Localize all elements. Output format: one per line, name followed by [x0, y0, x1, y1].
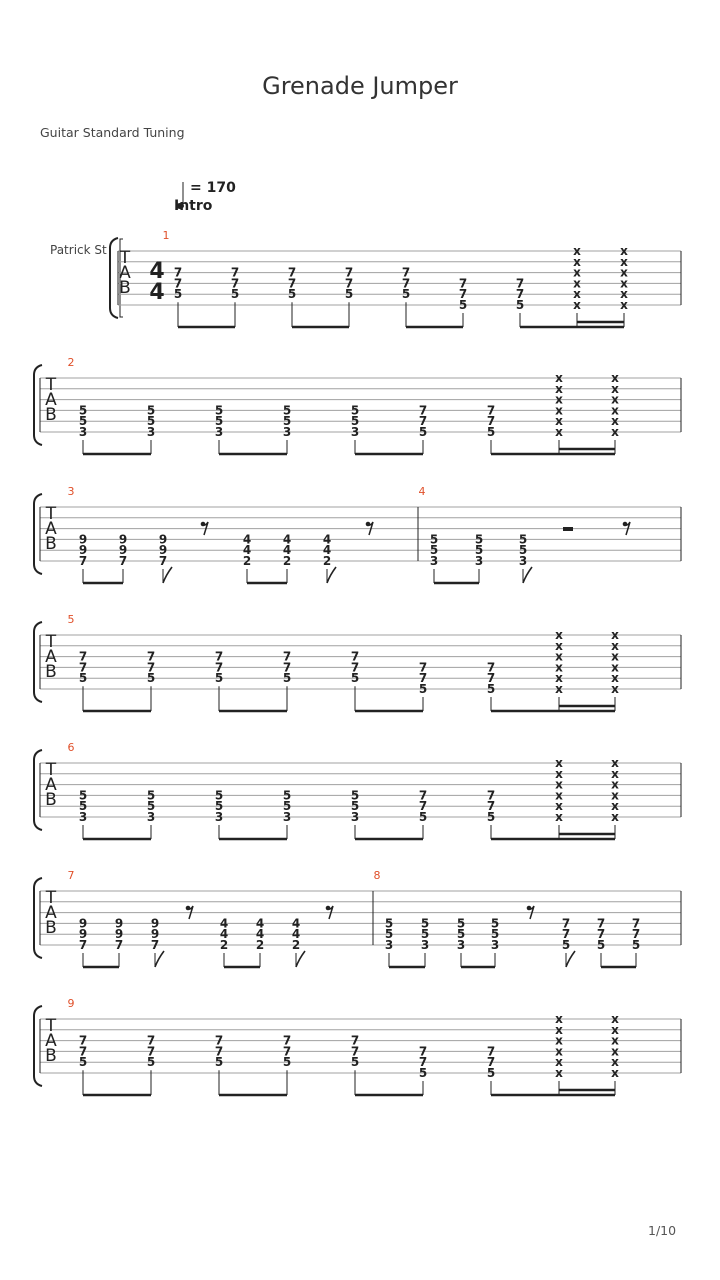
page-number: 1/10: [648, 1223, 677, 1238]
fret-number: 4: [322, 532, 332, 547]
fret-number: 5: [214, 671, 224, 686]
dead-note: x: [620, 276, 628, 291]
tab-clef-letter: A: [45, 390, 57, 410]
dead-note: x: [620, 244, 628, 258]
fret-number: 7: [418, 671, 428, 686]
dead-note: x: [555, 403, 563, 418]
dead-note: x: [611, 671, 619, 686]
fret-number: 4: [291, 927, 301, 942]
tab-clef-letter: B: [45, 1046, 57, 1066]
system-bracket: [34, 878, 42, 958]
fret-number: 7: [486, 403, 496, 418]
dead-note: x: [611, 403, 619, 418]
fret-number: 5: [384, 916, 394, 931]
tab-clef-letter: A: [45, 1031, 57, 1051]
fret-number: 7: [561, 927, 571, 942]
dead-note: x: [611, 628, 619, 642]
fret-number: 5: [282, 414, 292, 429]
fret-number: 9: [150, 916, 160, 931]
fret-number: 5: [429, 543, 439, 558]
fret-number: 5: [78, 1055, 88, 1070]
fret-number: 5: [561, 938, 571, 952]
fret-number: 5: [596, 938, 606, 952]
fret-number: 3: [350, 425, 360, 439]
fret-number: 3: [490, 938, 500, 952]
measure-number: 3: [67, 485, 75, 498]
fret-number: 7: [515, 276, 525, 291]
fret-number: 5: [344, 287, 354, 302]
tab-clef-letter: A: [119, 263, 131, 283]
dead-note: x: [611, 1022, 619, 1037]
dead-note: x: [555, 1044, 563, 1059]
fret-number: 7: [486, 1044, 496, 1059]
fret-number: 7: [146, 649, 156, 664]
fret-number: 7: [214, 1033, 224, 1048]
fret-number: 7: [344, 265, 354, 280]
fret-number: 5: [486, 810, 496, 824]
fret-number: 7: [596, 916, 606, 931]
system-bracket: [110, 238, 118, 318]
fret-number: 3: [350, 810, 360, 824]
tab-clef-letter: B: [45, 790, 57, 810]
fret-number: 4: [219, 927, 229, 942]
dead-note: x: [611, 638, 619, 653]
dead-note: x: [611, 425, 619, 439]
fret-number: 5: [456, 916, 466, 931]
note-flag: [327, 567, 336, 583]
fret-number: 5: [146, 671, 156, 686]
fret-number: 9: [118, 532, 128, 547]
system-bracket: [34, 1006, 42, 1086]
fret-number: 5: [418, 810, 428, 824]
fret-number: 3: [282, 425, 292, 439]
fret-number: 3: [78, 425, 88, 439]
fret-number: 7: [282, 660, 292, 675]
fret-number: 5: [401, 287, 411, 302]
measure-number: 9: [67, 997, 75, 1010]
fret-number: 7: [158, 554, 168, 568]
dead-note: x: [555, 414, 563, 429]
dead-note: x: [573, 298, 581, 312]
song-title: Grenade Jumper: [262, 72, 458, 100]
track-name: Patrick St: [50, 243, 107, 257]
fret-number: 7: [486, 1055, 496, 1070]
measure-number: 8: [373, 869, 381, 882]
fret-number: 5: [490, 916, 500, 931]
fret-number: 7: [287, 265, 297, 280]
section-marker: Intro: [174, 198, 213, 214]
fret-number: 7: [230, 265, 240, 280]
fret-number: 2: [219, 938, 229, 952]
fret-number: 7: [230, 276, 240, 291]
fret-number: 3: [456, 938, 466, 952]
dead-note: x: [611, 1044, 619, 1059]
tab-clef-letter: T: [45, 888, 57, 908]
tab-clef-letter: T: [45, 375, 57, 395]
fret-number: 7: [287, 276, 297, 291]
fret-number: 7: [118, 554, 128, 568]
fret-number: 7: [173, 276, 183, 291]
dead-note: x: [611, 414, 619, 429]
fret-number: 4: [242, 532, 252, 547]
fret-number: 9: [78, 543, 88, 558]
fret-number: 7: [146, 1044, 156, 1059]
fret-number: 4: [282, 543, 292, 558]
dead-note: x: [555, 1022, 563, 1037]
system-bracket: [34, 750, 42, 830]
fret-number: 7: [458, 287, 468, 302]
tempo-marking: = 170: [190, 180, 236, 196]
fret-number: 4: [255, 927, 265, 942]
fret-number: 3: [214, 810, 224, 824]
fret-number: 5: [518, 532, 528, 547]
measure-number: 4: [418, 485, 426, 498]
dead-note: x: [555, 381, 563, 396]
fret-number: 9: [78, 532, 88, 547]
fret-number: 7: [418, 403, 428, 418]
fret-number: 5: [418, 425, 428, 439]
fret-number: 5: [515, 298, 525, 312]
fret-number: 7: [173, 265, 183, 280]
fret-number: 7: [78, 660, 88, 675]
dead-note: x: [555, 425, 563, 439]
dead-note: x: [611, 1066, 619, 1080]
fret-number: 4: [219, 916, 229, 931]
fret-number: 7: [458, 276, 468, 291]
fret-number: 2: [291, 938, 301, 952]
dead-note: x: [555, 371, 563, 385]
fret-number: 7: [350, 1033, 360, 1048]
note-flag: [155, 951, 164, 967]
tuning-label: Guitar Standard Tuning: [40, 125, 185, 140]
tab-clef-letter: B: [45, 405, 57, 425]
fret-number: 5: [486, 682, 496, 696]
fret-number: 3: [78, 810, 88, 824]
fret-number: 7: [486, 414, 496, 429]
dead-note: x: [555, 638, 563, 653]
fret-number: 5: [282, 671, 292, 686]
dead-note: x: [611, 799, 619, 814]
fret-number: 7: [282, 1044, 292, 1059]
fret-number: 7: [486, 788, 496, 803]
dead-note: x: [555, 1066, 563, 1080]
dead-note: x: [611, 788, 619, 803]
fret-number: 5: [78, 788, 88, 803]
fret-number: 3: [420, 938, 430, 952]
fret-number: 7: [418, 414, 428, 429]
fret-number: 9: [78, 927, 88, 942]
fret-number: 7: [78, 554, 88, 568]
fret-number: 3: [214, 425, 224, 439]
fret-number: 3: [146, 810, 156, 824]
note-flag: [566, 951, 575, 967]
fret-number: 5: [518, 543, 528, 558]
dead-note: x: [555, 810, 563, 824]
fret-number: 5: [486, 425, 496, 439]
dead-note: x: [555, 788, 563, 803]
dead-note: x: [555, 777, 563, 792]
fret-number: 5: [214, 799, 224, 814]
fret-number: 3: [384, 938, 394, 952]
tab-clef-letter: A: [45, 519, 57, 539]
dead-note: x: [611, 766, 619, 781]
fret-number: 7: [214, 660, 224, 675]
dead-note: x: [555, 756, 563, 770]
dead-note: x: [555, 1012, 563, 1026]
fret-number: 5: [456, 927, 466, 942]
fret-number: 9: [118, 543, 128, 558]
fret-number: 7: [631, 927, 641, 942]
note-flag: [296, 951, 305, 967]
system-bracket: [34, 365, 42, 445]
measure-number: 5: [67, 613, 75, 626]
fret-number: 5: [78, 799, 88, 814]
dead-note: x: [555, 799, 563, 814]
fret-number: 7: [146, 660, 156, 675]
fret-number: 9: [114, 927, 124, 942]
fret-number: 7: [561, 916, 571, 931]
dead-note: x: [573, 265, 581, 280]
fret-number: 7: [486, 660, 496, 675]
fret-number: 5: [146, 414, 156, 429]
time-signature-bottom: 4: [149, 280, 165, 305]
dead-note: x: [611, 1033, 619, 1048]
tab-clef-letter: B: [45, 534, 57, 554]
fret-number: 5: [420, 927, 430, 942]
tab-clef-letter: T: [45, 760, 57, 780]
fret-number: 5: [78, 671, 88, 686]
fret-number: 7: [150, 938, 160, 952]
fret-number: 7: [350, 1044, 360, 1059]
dead-note: x: [620, 265, 628, 280]
fret-number: 7: [114, 938, 124, 952]
fret-number: 9: [150, 927, 160, 942]
dead-note: x: [555, 671, 563, 686]
measure-number: 2: [67, 356, 75, 369]
tab-clef-letter: T: [45, 504, 57, 524]
fret-number: 4: [255, 916, 265, 931]
fret-number: 5: [418, 682, 428, 696]
fret-number: 4: [242, 543, 252, 558]
fret-number: 7: [350, 649, 360, 664]
dead-note: x: [573, 244, 581, 258]
dead-note: x: [611, 810, 619, 824]
fret-number: 3: [429, 554, 439, 568]
fret-number: 5: [146, 1055, 156, 1070]
fret-number: 2: [255, 938, 265, 952]
fret-number: 5: [146, 788, 156, 803]
dead-note: x: [555, 628, 563, 642]
fret-number: 5: [350, 414, 360, 429]
measure-number: 7: [67, 869, 75, 882]
fret-number: 5: [78, 403, 88, 418]
fret-number: 7: [401, 276, 411, 291]
tab-clef-letter: B: [45, 662, 57, 682]
fret-number: 7: [78, 938, 88, 952]
dead-note: x: [611, 777, 619, 792]
fret-number: 2: [322, 554, 332, 568]
fret-number: 5: [474, 532, 484, 547]
fret-number: 5: [214, 414, 224, 429]
time-signature-top: 4: [149, 259, 165, 284]
fret-number: 5: [214, 1055, 224, 1070]
fret-number: 4: [291, 916, 301, 931]
fret-number: 3: [146, 425, 156, 439]
fret-number: 5: [490, 927, 500, 942]
fret-number: 7: [418, 799, 428, 814]
tab-clef-letter: B: [119, 278, 131, 298]
dead-note: x: [611, 756, 619, 770]
fret-number: 5: [458, 298, 468, 312]
fret-number: 5: [214, 403, 224, 418]
fret-number: 7: [401, 265, 411, 280]
fret-number: 5: [282, 1055, 292, 1070]
fret-number: 5: [384, 927, 394, 942]
fret-number: 5: [418, 1066, 428, 1080]
fret-number: 7: [486, 671, 496, 686]
dead-note: x: [555, 1055, 563, 1070]
note-flag: [163, 567, 172, 583]
fret-number: 9: [158, 543, 168, 558]
fret-number: 7: [418, 1044, 428, 1059]
dead-note: x: [620, 298, 628, 312]
fret-number: 5: [146, 403, 156, 418]
system-bracket: [34, 494, 42, 574]
fret-number: 2: [242, 554, 252, 568]
fret-number: 9: [78, 916, 88, 931]
fret-number: 5: [350, 403, 360, 418]
measure-number: 1: [162, 229, 170, 242]
measure-number: 6: [67, 741, 75, 754]
fret-number: 5: [474, 543, 484, 558]
dead-note: x: [611, 1055, 619, 1070]
fret-number: 5: [486, 1066, 496, 1080]
fret-number: 7: [78, 1033, 88, 1048]
tab-clef-letter: A: [45, 775, 57, 795]
dead-note: x: [555, 649, 563, 664]
fret-number: 5: [429, 532, 439, 547]
fret-number: 5: [230, 287, 240, 302]
tab-clef-letter: A: [45, 647, 57, 667]
fret-number: 7: [418, 1055, 428, 1070]
dead-note: x: [611, 649, 619, 664]
fret-number: 7: [486, 799, 496, 814]
note-flag: [523, 567, 532, 583]
dead-note: x: [611, 381, 619, 396]
fret-number: 5: [78, 414, 88, 429]
fret-number: 7: [146, 1033, 156, 1048]
system-bracket: [34, 622, 42, 702]
fret-number: 5: [350, 788, 360, 803]
dead-note: x: [555, 1033, 563, 1048]
tab-clef-letter: B: [45, 918, 57, 938]
fret-number: 7: [282, 1033, 292, 1048]
fret-number: 3: [518, 554, 528, 568]
fret-number: 4: [282, 532, 292, 547]
dead-note: x: [573, 276, 581, 291]
fret-number: 7: [282, 649, 292, 664]
tab-clef-letter: T: [45, 632, 57, 652]
dead-note: x: [620, 287, 628, 302]
fret-number: 7: [418, 788, 428, 803]
fret-number: 5: [350, 799, 360, 814]
fret-number: 3: [282, 810, 292, 824]
fret-number: 7: [596, 927, 606, 942]
fret-number: 5: [350, 671, 360, 686]
fret-number: 7: [515, 287, 525, 302]
fret-number: 5: [350, 1055, 360, 1070]
fret-number: 2: [282, 554, 292, 568]
dead-note: x: [555, 766, 563, 781]
fret-number: 3: [474, 554, 484, 568]
fret-number: 5: [631, 938, 641, 952]
fret-number: 5: [282, 788, 292, 803]
fret-number: 7: [418, 660, 428, 675]
dead-note: x: [555, 660, 563, 675]
fret-number: 5: [282, 799, 292, 814]
dead-note: x: [573, 254, 581, 269]
fret-number: 5: [214, 788, 224, 803]
fret-number: 7: [344, 276, 354, 291]
tab-clef-letter: T: [119, 248, 131, 268]
dead-note: x: [555, 682, 563, 696]
fret-number: 5: [420, 916, 430, 931]
half-rest-icon: [563, 527, 573, 531]
tab-clef-letter: A: [45, 903, 57, 923]
fret-number: 4: [322, 543, 332, 558]
fret-number: 5: [146, 799, 156, 814]
fret-number: 9: [114, 916, 124, 931]
fret-number: 7: [78, 1044, 88, 1059]
fret-number: 7: [214, 649, 224, 664]
dead-note: x: [611, 660, 619, 675]
fret-number: 7: [631, 916, 641, 931]
dead-note: x: [620, 254, 628, 269]
dead-note: x: [555, 392, 563, 407]
dead-note: x: [611, 371, 619, 385]
dead-note: x: [611, 392, 619, 407]
fret-number: 5: [173, 287, 183, 302]
fret-number: 7: [78, 649, 88, 664]
tab-clef-letter: T: [45, 1016, 57, 1036]
dead-note: x: [611, 682, 619, 696]
dead-note: x: [611, 1012, 619, 1026]
dead-note: x: [573, 287, 581, 302]
fret-number: 5: [287, 287, 297, 302]
fret-number: 7: [350, 660, 360, 675]
fret-number: 7: [214, 1044, 224, 1059]
fret-number: 9: [158, 532, 168, 547]
fret-number: 5: [282, 403, 292, 418]
